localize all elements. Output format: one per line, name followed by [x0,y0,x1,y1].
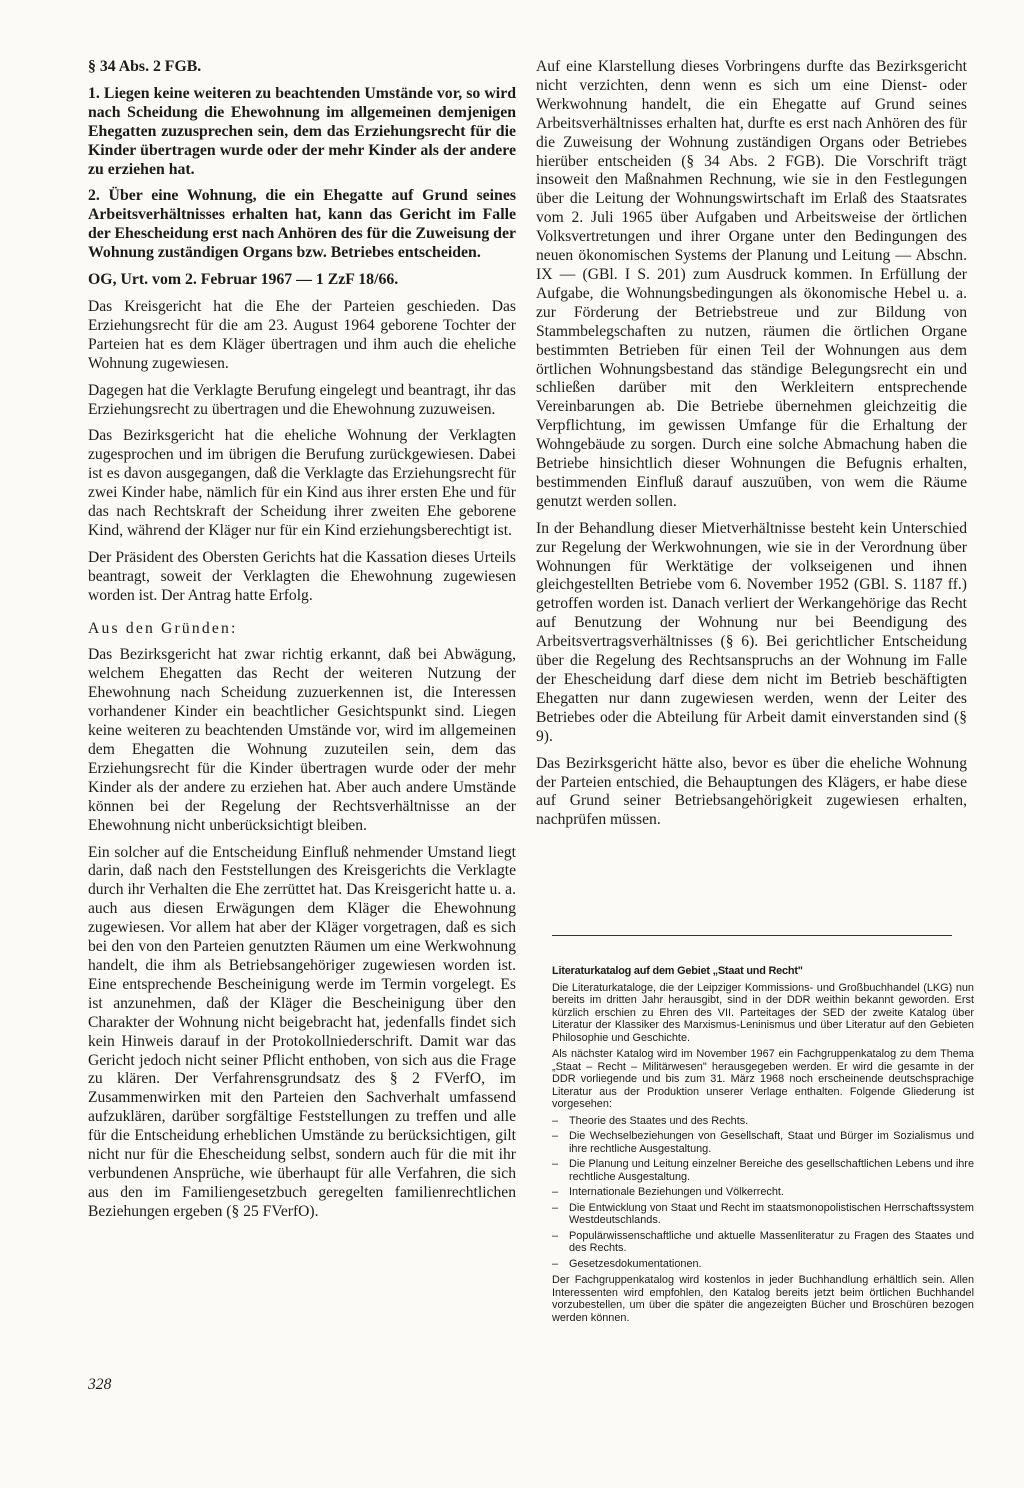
reasons-paragraph: Das Bezirksgericht hat zwar richtig erkannt, daß bei Abwägung, welchem Ehegatten das Recht der weiteren Nutzung der Ehewohnung nach Scheidung zuzuerkennen ist, die Interessen vorhandener Kinder ein beachtlicher Gesichtspunkt sind. Liegen keine weiteren zu beachtenden Umstände vor, wird im allgemeinen dem Ehegatten die Wohnung zuzuteilen sein, dem das Erziehungsrecht für die Kinder übertragen wurde oder der mehr Kinder als der andere zu erziehen hat. Aber auch andere Umstände können bei der Regelung der Rechtsverhältnisse an der Ehewohnung nicht unberücksichtigt bleiben. [88,646,516,834]
right-column [536,58,967,838]
list-item [552,1202,974,1227]
body-paragraph: Dagegen hat die Verklagte Berufung eingelegt und beantragt, ihr das Erziehungsrecht zu übertragen und die Ehewohnung zuzuweisen. [88,381,516,418]
list-item [552,1230,974,1255]
section-divider [552,935,952,936]
left-column [88,58,516,1230]
reasons-paragraph: Ein solcher auf die Entscheidung Einfluß nehmender Umstand liegt darin, daß nach den Feststellungen des Kreisgerichts die Verklagte durch ihr Verhalten die Ehe zerrüttet hat. Das Kreisgericht hatte u. a. auch aus diesen Erwägungen dem Kläger die Ehewohnung zugewiesen. Vor allem hat aber der Kläger vorgetragen, daß es sich bei den von den Parteien genutzten Räumen um eine Werkwohnung handelt, die ihm als Betriebsangehöriger zugewiesen worden ist. Eine entsprechende Bescheinigung werde im Termin vorgelegt. Es ist anzunehmen, daß der Kläger die Bescheinigung über den Charakter der Wohnung nicht beigebracht hat, jedenfalls findet sich kein Hinweis darauf in der Protokollniederschrift. Damit war das Gericht jedoch nicht seiner Pflicht enthoben, von sich aus die Frage zu klären. Der Verfahrensgrundsatz des § 2 FVerfO, im Zusammenwirken mit den Parteien den Sachverhalt umfassend aufzuklären, darüber sorgfältige Feststellungen zu treffen und alle für die Entscheidung erheblichen Umstände zu berücksichtigen, gilt nicht nur für die Ehescheidung selbst, sondern auch für die mit ihr verbundenen Ansprüche, wie überhaupt für alle Verfahren, die sich aus den im Familiengesetzbuch geregelten familienrechtlichen Beziehungen ergeben (§ 25 FVerfO). [88,843,516,1220]
body-paragraph: Das Bezirksgericht hat die eheliche Wohnung der Verklagten zugesprochen und im übrigen die Berufung zurückgewiesen. Dabei ist es davon ausgegangen, daß die Verklagte das Erziehungsrecht für zwei Kinder habe, nämlich für ein Kind aus ihrer ersten Ehe und für das nach Rechtskraft der Scheidung ihrer zweiten Ehe geborene Kind, während der Kläger nur für ein Kind erziehungsberechtigt ist. [88,427,516,539]
dash-bullet: – [552,1229,559,1242]
headnote-1: 1. Liegen keine weiteren zu beachtenden Umstände vor, so wird nach Scheidung die Ehewohnung im allgemeinen demjenigen Ehegatten zuzusprechen sein, dem das Erziehungsrecht für die Kinder übertragen wurde oder der mehr Kinder als der andere zu erziehen hat. [88,84,516,178]
dash-bullet: – [552,1257,559,1270]
list-item-text: Populärwissenschaftliche und aktuelle Massenliteratur zu Fragen des Staates und des Rechts. [569,1229,974,1254]
list-item [552,1115,974,1128]
catalog-closing: Der Fachgruppenkatalog wird kostenlos in jeder Buchhandlung erhältlich sein. Allen Interessenten wird empfohlen, den Katalog bereits jetzt beim örtlichen Buchhandel vorzubestellen, um über die später die angezeigten Bücher und Broschüren bezogen werden können. [552,1274,974,1324]
catalog-intro: Die Literaturkataloge, die der Leipziger Kommissions- und Großbuchhandel (LKG) nun bereits im dritten Jahr herausgibt, sind in der DDR weithin bekannt geworden. Erst kürzlich erschien zu Ehren des VII. Parteitages der SED der zweite Katalog über Literatur der Klassiker des Marxismus-Leninismus und über Literatur auf den Gebieten Philosophie und Geschichte. [552,981,974,1044]
list-item-text: Die Entwicklung von Staat und Recht im staatsmonopolistischen Herrschaftssystem Westdeutschlands. [569,1201,974,1226]
body-paragraph: Das Kreisgericht hat die Ehe der Parteien geschieden. Das Erziehungsrecht für die am 23. August 1964 geborene Tochter der Parteien hat es dem Kläger übertragen und ihm auch die eheliche Wohnung zugewiesen. [88,297,516,372]
list-item-text: Internationale Beziehungen und Völkerrecht. [569,1186,784,1198]
body-paragraph: Das Bezirksgericht hätte also, bevor es über die eheliche Wohnung der Parteien entschied, die Behauptungen des Klägers, er habe diese auf Grund seiner Betriebsangehörigkeit zugewiesen erhalten, nachprüfen müssen. [536,754,967,829]
dash-bullet: – [552,1201,559,1214]
catalog-announcement: Als nächster Katalog wird im November 1967 ein Fachgruppenkatalog zu dem Thema „Staat – Recht – Militärwesen" herausgegeben werden. Er wird die gesamte in der DDR vorliegende und bis zum 31. März 1968 noch erscheinende deutschsprachige Literatur aus der Produktion unserer Verlage enthalten. Folgende Gliederung ist vorgesehen: [552,1048,974,1110]
list-item [552,1186,974,1199]
list-item-text: Die Planung und Leitung einzelner Bereiche des gesellschaftlichen Lebens und ihre rechtliche Ausgestaltung. [569,1158,974,1183]
body-paragraph: Auf eine Klarstellung dieses Vorbringens durfte das Bezirksgericht nicht verzichten, denn wenn es sich um eine Dienst- oder Werkwohnung handelt, die ein Ehegatte auf Grund seines Arbeitsverhältnisses erhalten hat, durfte es erst nach Anhören des für die Zuweisung der Wohnung zuständigen Organs oder Betriebes hierüber entscheiden (§ 34 Abs. 2 FGB). Die Vorschrift trägt insoweit den Maßnahmen Rechnung, wie sie in den Festlegungen über die Leitung der Wohnungswirtschaft im Erlaß des Staatsrates vom 2. Juli 1965 über Aufgaben und Arbeitsweise der örtlichen Volksvertretungen und ihrer Organe unter den Bedingungen des neuen ökonomischen Systems der Planung und Leitung — Abschn. IX — (GBl. I S. 201) zum Ausdruck kommen. In Erfüllung der Aufgabe, die Wohnungsbedingungen als ökonomische Hebel u. a. zur Förderung der Betriebstreue und zur Bildung von Stammbelegschaften zu nutzen, räumen die örtlichen Organe bestimmten Betrieben für einen Teil der Wohnungen aus dem örtlichen Wohnungsbestand das ständige Belegungsrecht ein und schließen darüber mit den Werkleitern entsprechende Vereinbarungen ab. Die Betriebe übernehmen gleichzeitig die Verpflichtung, im gewissen Umfange für die Erhaltung der Wohngebäude zu sorgen. Durch eine solche Abmachung haben die Betriebe hinsichtlich dieser Wohnungen die Befugnis erhalten, bestimmenden Einfluß darauf auszuüben, von wem die Räume genutzt werden sollen. [536,58,967,510]
dash-bullet: – [552,1130,559,1142]
dash-bullet: – [552,1114,559,1127]
catalog-notice [552,965,974,1328]
section-heading: Aus den Gründen: [88,619,238,637]
dash-bullet: – [552,1186,559,1198]
dash-bullet: – [552,1158,559,1170]
list-item [552,1130,974,1155]
catalog-outline [552,1115,974,1271]
body-paragraph: In der Behandlung dieser Mietverhältnisse besteht kein Unterschied zur Regelung der Werkwohnungen, wie sie in der Verordnung über Wohnungen für Werktätige der volkseigenen und ihnen gleichgestellten Betriebe vom 6. November 1952 (GBl. S. 1187 ff.) getroffen worden ist. Danach verliert der Werkangehörige das Recht auf Benutzung der Wohnung nur bei Beendigung des Arbeitsvertragsverhältnisses (§ 6). Bei gerichtlicher Entscheidung über die Regelung des Rechtsanspruchs an der Wohnung im Falle der Ehescheidung darf diese dem nicht im Betrieb beschäftigten Ehegatten nur dann zugewiesen werden, wenn der Leiter des Betriebes oder die Abteilung für Arbeit damit einverstanden sind (§ 9). [536,519,967,745]
list-item-text: Die Wechselbeziehungen von Gesellschaft, Staat und Bürger im Sozialismus und ihre rechtliche Ausgestaltung. [569,1130,974,1155]
court-citation: OG, Urt. vom 2. Februar 1967 — 1 ZzF 18/66. [88,271,399,289]
legal-reference: § 34 Abs. 2 FGB. [88,58,202,75]
headnote-2: 2. Über eine Wohnung, die ein Ehegatte auf Grund seines Arbeitsverhältnisses erhalten hat, kann das Gericht im Falle der Ehescheidung erst nach Anhören des für die Zuweisung der Wohnung zuständigen Organs bzw. Betriebes entscheiden. [88,187,516,262]
page-number: 328 [88,1376,112,1393]
list-item-text: Gesetzesdokumentationen. [569,1257,702,1270]
body-paragraph: Der Präsident des Obersten Gerichts hat die Kassation dieses Urteils beantragt, soweit der Verklagten die Ehewohnung zugewiesen worden ist. Der Antrag hatte Erfolg. [88,548,516,604]
list-item-text: Theorie des Staates und des Rechts. [569,1114,749,1127]
list-item [552,1258,974,1271]
catalog-title: Literaturkatalog auf dem Gebiet „Staat und Recht" [552,965,803,977]
list-item [552,1158,974,1183]
